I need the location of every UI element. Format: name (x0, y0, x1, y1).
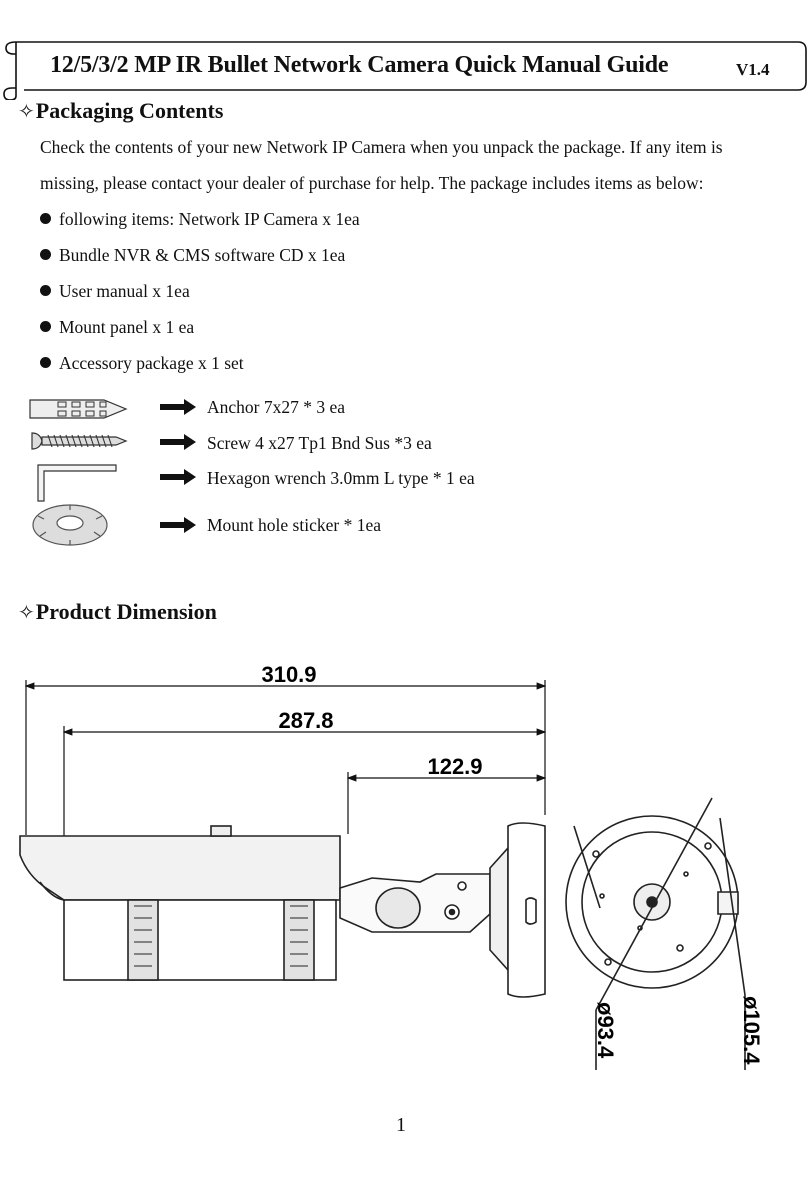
arrow-right-icon (158, 467, 198, 487)
packaging-heading: ✧Packaging Contents (18, 98, 224, 123)
mount-sticker-icon (30, 502, 110, 548)
intro-line-1: Check the contents of your new Network IP Camera when you unpack the package. If any item is (40, 137, 723, 157)
arrow-right-icon (158, 397, 198, 417)
bullet-icon (40, 357, 51, 368)
body-length-label: 287.8 (278, 708, 334, 733)
mount-plate (566, 798, 745, 1070)
list-item: Mount panel x 1 ea (40, 317, 194, 338)
bullet-icon (40, 213, 51, 224)
section-star-icon: ✧ (18, 602, 35, 624)
list-item: User manual x 1ea (40, 281, 190, 302)
dimension-drawing (0, 650, 808, 1080)
arrow-right-icon (158, 515, 198, 535)
anchor-icon (26, 396, 130, 422)
bullet-icon (40, 285, 51, 296)
accessory-label: Hexagon wrench 3.0mm L type * 1 ea (207, 468, 475, 488)
section-star-icon: ✧ (18, 101, 35, 123)
inner-diameter-label: ø93.4 (593, 1002, 618, 1059)
list-item: following items: Network IP Camera x 1ea (40, 209, 360, 230)
hex-wrench-icon (36, 463, 120, 503)
camera-body (20, 826, 340, 980)
bracket-length-label: 122.9 (427, 754, 483, 779)
dimension-heading: ✧Product Dimension (18, 599, 217, 624)
accessory-label: Screw 4 x27 Tp1 Bnd Sus *3 ea (207, 433, 432, 453)
arrow-right-icon (158, 432, 198, 452)
intro-line-2: missing, please contact your dealer of purchase for help. The package includes items as below: (40, 173, 704, 193)
page-number: 1 (396, 1114, 406, 1136)
list-item: Bundle NVR & CMS software CD x 1ea (40, 245, 345, 266)
list-item: Accessory package x 1 set (40, 353, 244, 374)
document-title: 12/5/3/2 MP IR Bullet Network Camera Quick Manual Guide (50, 52, 669, 78)
mount-bracket (340, 823, 545, 997)
bullet-icon (40, 321, 51, 332)
overall-length-label: 310.9 (261, 662, 317, 687)
version-label: V1.4 (736, 60, 770, 79)
accessory-label: Anchor 7x27 * 3 ea (207, 397, 346, 417)
screw-icon (30, 430, 130, 452)
outer-diameter-label: ø105.4 (739, 996, 764, 1065)
accessory-label: Mount hole sticker * 1ea (207, 515, 381, 535)
bullet-icon (40, 249, 51, 260)
